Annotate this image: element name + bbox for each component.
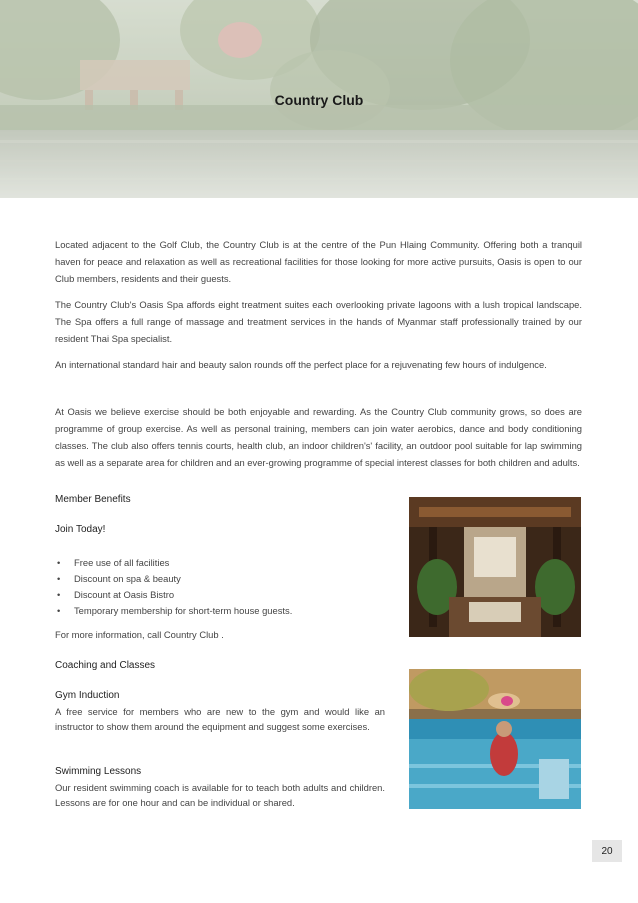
exercise-paragraph: At Oasis we believe exercise should be both enjoyable and rewarding. As the Country Club community grows, so does are programme of group exercise. As well as personal training, members can join water aerobics, dance and body conditioning classes. The club also offers tennis courts, health club, an indoor children's' facility, an outdoor pool suitable for lap swimming as well as a separate area for children and an ever-growing programme of special interest classes for both children and adults. — [55, 406, 582, 468]
swimming-lessons-text: Our resident swimming coach is available for to teach both adults and children. Lessons are for one hour and can be individual or shared. — [55, 782, 385, 808]
swimming-lessons-heading: Swimming Lessons — [55, 766, 142, 777]
coaching-heading: Coaching and Classes — [55, 660, 156, 671]
join-today-heading: Join Today! — [55, 524, 106, 535]
gym-induction-heading: Gym Induction — [55, 690, 120, 701]
benefit-label: Free use of all facilities — [74, 557, 170, 568]
list-item — [55, 555, 292, 571]
list-item — [55, 587, 292, 603]
page-number: 20 — [592, 840, 622, 862]
bullet: • — [57, 605, 61, 616]
salon-paragraph: An international standard hair and beauty salon rounds off the perfect place for a rejuvenating few hours of indulgence. — [55, 359, 547, 370]
benefit-label: Discount on spa & beauty — [74, 573, 181, 584]
swimming-pool-photo — [409, 669, 581, 809]
hero-banner — [0, 0, 638, 198]
benefits-list — [55, 555, 292, 619]
benefit-label: Discount at Oasis Bistro — [74, 589, 175, 600]
member-benefits-heading: Member Benefits — [55, 494, 131, 505]
page-title: Country Club — [274, 92, 364, 108]
list-item — [55, 571, 292, 587]
contact-info: For more information, call Country Club . — [55, 629, 224, 640]
bullet: • — [57, 557, 61, 568]
bullet: • — [57, 573, 61, 584]
bullet: • — [57, 589, 61, 600]
spa-paragraph: The Country Club's Oasis Spa affords eight treatment suites each overlooking private lagoons with a lush tropical landscape. The Spa offers a full range of massage and treatment services in the hands of Myanmar staff professionally trained by our resident Thai Spa specialist. — [55, 299, 582, 344]
gym-induction-text: A free service for members who are new to the gym and would like an instructor to show them around the equipment and suggest some exercises. — [55, 706, 385, 732]
list-item — [55, 603, 292, 619]
intro-paragraph: Located adjacent to the Golf Club, the Country Club is at the centre of the Pun Hlaing Community. Offering both a tranquil haven for peace and relaxation as well as recreational facilities for those looking for more active pursuits, Oasis is open to our Club members, residents and their guests. — [55, 239, 582, 284]
benefit-label: Temporary membership for short-term house guests. — [74, 605, 293, 616]
spa-interior-photo — [409, 497, 581, 637]
